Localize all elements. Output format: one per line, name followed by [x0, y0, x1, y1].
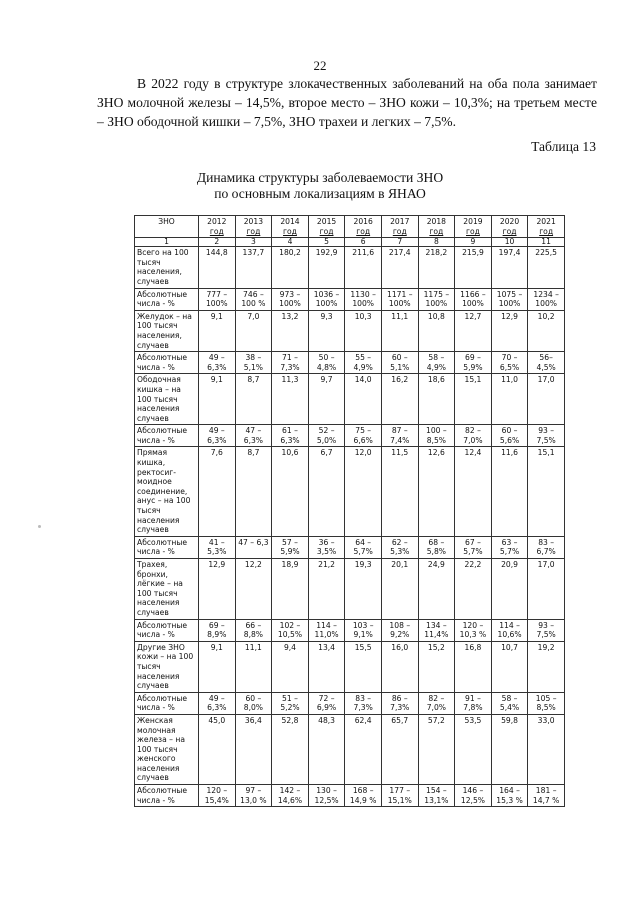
table-row [135, 536, 565, 558]
table-cell: 56– 4,5% [528, 352, 565, 374]
table-cell: 1036 –100% [308, 288, 345, 310]
table-cell: 72 – 6,9% [308, 692, 345, 714]
table-cell: 12,9 [491, 310, 528, 351]
table-cell: 17,0 [528, 374, 565, 425]
table-cell: 61 – 6,3% [272, 425, 309, 447]
table-cell: 13,4 [308, 641, 345, 692]
table-cell: 67 – 5,7% [455, 536, 492, 558]
table-cell: 16,0 [381, 641, 418, 692]
year-header: 2013 год [235, 216, 272, 238]
table-cell: 63 – 5,7% [491, 536, 528, 558]
table-cell: 164 –15,3 % [491, 785, 528, 807]
table-cell: 1075 – 100% [491, 288, 528, 310]
table-row [135, 785, 565, 807]
table-cell: 9,1 [199, 310, 236, 351]
table-cell: 82 – 7,0% [455, 425, 492, 447]
table-cell: 7,0 [235, 310, 272, 351]
table-cell: 114 – 10,6% [491, 619, 528, 641]
column-number: 3 [235, 238, 272, 247]
table-cell: 102 – 10,5% [272, 619, 309, 641]
table-row [135, 619, 565, 641]
table-cell: 12,4 [455, 447, 492, 536]
table-cell: 10,3 [345, 310, 382, 351]
table-cell: 69 –8,9% [199, 619, 236, 641]
intro-paragraph: В 2022 году в структуре злокачественных заболеваний на оба пола занимает ЗНО молочной железы – 14,5%, второе место – ЗНО кожи – 10,3%; на третьем месте – ЗНО ободочной кишки – 7,5%, ЗНО трахеи и легких – 7,5%. [97, 76, 597, 129]
table-cell: 10,7 [491, 641, 528, 692]
table-cell: 58 – 4,9% [418, 352, 455, 374]
table-cell: 218,2 [418, 247, 455, 288]
table-cell: 120 – 15,4% [199, 785, 236, 807]
table-cell: 60 –8,0% [235, 692, 272, 714]
table-cell: 11,1 [235, 641, 272, 692]
table-cell: 12,9 [199, 559, 236, 620]
table-row [135, 310, 565, 351]
table-cell: 19,2 [528, 641, 565, 692]
year-header: 2017 год [381, 216, 418, 238]
table-cell: 50 – 4,8% [308, 352, 345, 374]
year-header: 2018 год [418, 216, 455, 238]
row-label: Абсолютные числа - % [135, 288, 199, 310]
row-label: Прямая кишка, ректосиг-моидное соединение, анус – на 100 тысяч населения случаев [135, 447, 199, 536]
table-cell: 15,1 [455, 374, 492, 425]
year-header: 2015 год [308, 216, 345, 238]
table-row [135, 352, 565, 374]
column-number: 11 [528, 238, 565, 247]
year-header: 2012 год [199, 216, 236, 238]
table-cell: 49 – 6,3% [199, 692, 236, 714]
table-cell: 11,3 [272, 374, 309, 425]
table-cell: 53,5 [455, 714, 492, 784]
column-number: 9 [455, 238, 492, 247]
table-cell: 49 – 6,3% [199, 425, 236, 447]
table-cell: 75 – 6,6% [345, 425, 382, 447]
table-cell: 57 – 5,9% [272, 536, 309, 558]
table-row [135, 641, 565, 692]
table-header-row [135, 216, 565, 238]
table-cell: 1171 – 100% [381, 288, 418, 310]
table-cell: 14,0 [345, 374, 382, 425]
table-cell: 12,7 [455, 310, 492, 351]
row-label: Всего на 100 тысяч населения, случаев [135, 247, 199, 288]
row-label: Абсолютные числа - % [135, 352, 199, 374]
table-cell: 180,2 [272, 247, 309, 288]
table-cell: 6,7 [308, 447, 345, 536]
table-cell: 58 –5,4% [491, 692, 528, 714]
table-cell: 11,5 [381, 447, 418, 536]
table-cell: 10,6 [272, 447, 309, 536]
table-cell: 45,0 [199, 714, 236, 784]
table-cell: 64 – 5,7% [345, 536, 382, 558]
table-row [135, 692, 565, 714]
table-cell: 105 –8,5% [528, 692, 565, 714]
table-cell: 1130 –100% [345, 288, 382, 310]
year-header: 2016 год [345, 216, 382, 238]
table-cell: 12,0 [345, 447, 382, 536]
table-cell: 47 –6,3% [235, 425, 272, 447]
table-cell: 12,6 [418, 447, 455, 536]
table-cell: 11,6 [491, 447, 528, 536]
table-title-line2: по основным локализациям в ЯНАО [214, 186, 426, 201]
table-cell: 69 – 5,9% [455, 352, 492, 374]
column-number: 8 [418, 238, 455, 247]
corner-header: ЗНО [135, 216, 199, 238]
table-cell: 103 –9,1% [345, 619, 382, 641]
column-number: 7 [381, 238, 418, 247]
column-number: 2 [199, 238, 236, 247]
table-cell: 1166 –100% [455, 288, 492, 310]
table-cell: 192,9 [308, 247, 345, 288]
table-cell: 86 – 7,3% [381, 692, 418, 714]
table-cell: 15,5 [345, 641, 382, 692]
table-row [135, 425, 565, 447]
table-cell: 181 –14,7 % [528, 785, 565, 807]
table-cell: 57,2 [418, 714, 455, 784]
row-label: Желудок – на 100 тысяч населения, случаев [135, 310, 199, 351]
table-cell: 24,9 [418, 559, 455, 620]
table-cell: 22,2 [455, 559, 492, 620]
table-cell: 130 – 12,5% [308, 785, 345, 807]
table-cell: 9,7 [308, 374, 345, 425]
table-cell: 36 – 3,5% [308, 536, 345, 558]
table-cell: 12,2 [235, 559, 272, 620]
table-cell: 973 – 100% [272, 288, 309, 310]
table-row [135, 247, 565, 288]
table-cell: 36,4 [235, 714, 272, 784]
row-label: Ободочная кишка – на 100 тысяч населения случаев [135, 374, 199, 425]
table-cell: 19,3 [345, 559, 382, 620]
table-cell: 16,2 [381, 374, 418, 425]
table-cell: 9,4 [272, 641, 309, 692]
table-cell: 217,4 [381, 247, 418, 288]
table-cell: 114 – 11,0% [308, 619, 345, 641]
table-cell: 21,2 [308, 559, 345, 620]
table-cell: 9,1 [199, 641, 236, 692]
incidence-structure-table [134, 215, 565, 807]
table-cell: 100 –8,5% [418, 425, 455, 447]
page-number: 22 [313, 58, 327, 73]
table-label: Таблица 13 [531, 139, 596, 154]
table-cell: 211,6 [345, 247, 382, 288]
table-cell: 8,7 [235, 447, 272, 536]
table-cell: 777 – 100% [199, 288, 236, 310]
column-number: 4 [272, 238, 309, 247]
table-cell: 47 – 6,3 [235, 536, 272, 558]
table-cell: 11,0 [491, 374, 528, 425]
table-cell: 68 – 5,8% [418, 536, 455, 558]
table-cell: 41 –5,3% [199, 536, 236, 558]
column-number-row [135, 238, 565, 247]
row-label: Абсолютные числа - % [135, 692, 199, 714]
table-cell: 20,9 [491, 559, 528, 620]
table-cell: 62 – 5,3% [381, 536, 418, 558]
column-number: 10 [491, 238, 528, 247]
table-cell: 60 – 5,1% [381, 352, 418, 374]
table-cell: 154 – 13,1% [418, 785, 455, 807]
table-cell: 87 – 7,4% [381, 425, 418, 447]
row-label: Абсолютные числа - % [135, 785, 199, 807]
table-cell: 51 – 5,2% [272, 692, 309, 714]
table-cell: 93 –7,5% [528, 425, 565, 447]
column-number: 6 [345, 238, 382, 247]
table-cell: 71 – 7,3% [272, 352, 309, 374]
column-number: 1 [135, 238, 199, 247]
table-cell: 10,8 [418, 310, 455, 351]
table-cell: 60 – 5,6% [491, 425, 528, 447]
table-cell: 120 –10,3 % [455, 619, 492, 641]
table-cell: 70 – 6,5% [491, 352, 528, 374]
year-header: 2021 год [528, 216, 565, 238]
table-cell: 48,3 [308, 714, 345, 784]
year-header: 2019 год [455, 216, 492, 238]
table-cell: 11,1 [381, 310, 418, 351]
table-cell: 146 – 12,5% [455, 785, 492, 807]
table-cell: 1234 –100% [528, 288, 565, 310]
table-cell: 15,2 [418, 641, 455, 692]
table-cell: 137,7 [235, 247, 272, 288]
table-cell: 108 –9,2% [381, 619, 418, 641]
table-cell: 33,0 [528, 714, 565, 784]
year-header: 2020 год [491, 216, 528, 238]
table-cell: 177 – 15,1% [381, 785, 418, 807]
table-cell: 10,2 [528, 310, 565, 351]
table-cell: 1175 – 100% [418, 288, 455, 310]
table-cell: 746 –100 % [235, 288, 272, 310]
table-cell: 97 –13,0 % [235, 785, 272, 807]
table-cell: 144,8 [199, 247, 236, 288]
row-label: Абсолютные числа - % [135, 619, 199, 641]
table-row [135, 374, 565, 425]
table-row [135, 288, 565, 310]
table-cell: 197,4 [491, 247, 528, 288]
table-cell: 16,8 [455, 641, 492, 692]
table-cell: 93 –7,5% [528, 619, 565, 641]
table-cell: 55 – 4,9% [345, 352, 382, 374]
table-cell: 9,3 [308, 310, 345, 351]
table-title-line1: Динамика структуры заболеваемости ЗНО [196, 170, 444, 185]
table-title [0, 170, 640, 202]
table-cell: 15,1 [528, 447, 565, 536]
table-cell: 13,2 [272, 310, 309, 351]
table-cell: 8,7 [235, 374, 272, 425]
table-cell: 62,4 [345, 714, 382, 784]
table-cell: 52,8 [272, 714, 309, 784]
table-cell: 38 – 5,1% [235, 352, 272, 374]
table-row [135, 714, 565, 784]
table-cell: 91 –7,8% [455, 692, 492, 714]
table-body [135, 247, 565, 807]
row-label: Абсолютные числа - % [135, 536, 199, 558]
table-cell: 83 – 6,7% [528, 536, 565, 558]
table-cell: 9,1 [199, 374, 236, 425]
table-cell: 17,0 [528, 559, 565, 620]
table-cell: 49 – 6,3% [199, 352, 236, 374]
table-cell: 168 –14,9 % [345, 785, 382, 807]
table-cell: 7,6 [199, 447, 236, 536]
table-cell: 82 –7,0% [418, 692, 455, 714]
table-cell: 52 –5,0% [308, 425, 345, 447]
table-cell: 142 – 14,6% [272, 785, 309, 807]
margin-dot [38, 525, 41, 528]
row-label: Трахея, бронхи, лёгкие – на 100 тысяч населения случаев [135, 559, 199, 620]
table-cell: 134 – 11,4% [418, 619, 455, 641]
table-cell: 215,9 [455, 247, 492, 288]
row-label: Другие ЗНО кожи – на 100 тысяч населения случаев [135, 641, 199, 692]
table-cell: 225,5 [528, 247, 565, 288]
column-number: 5 [308, 238, 345, 247]
table-cell: 20,1 [381, 559, 418, 620]
table-cell: 59,8 [491, 714, 528, 784]
table-cell: 18,6 [418, 374, 455, 425]
table-cell: 65,7 [381, 714, 418, 784]
table-cell: 66 – 8,8% [235, 619, 272, 641]
row-label: Абсолютные числа - % [135, 425, 199, 447]
year-header: 2014 год [272, 216, 309, 238]
table-cell: 83 – 7,3% [345, 692, 382, 714]
table-row [135, 447, 565, 536]
row-label: Женская молочная железа – на 100 тысяч женского населения случаев [135, 714, 199, 784]
table-row [135, 559, 565, 620]
table-cell: 18,9 [272, 559, 309, 620]
